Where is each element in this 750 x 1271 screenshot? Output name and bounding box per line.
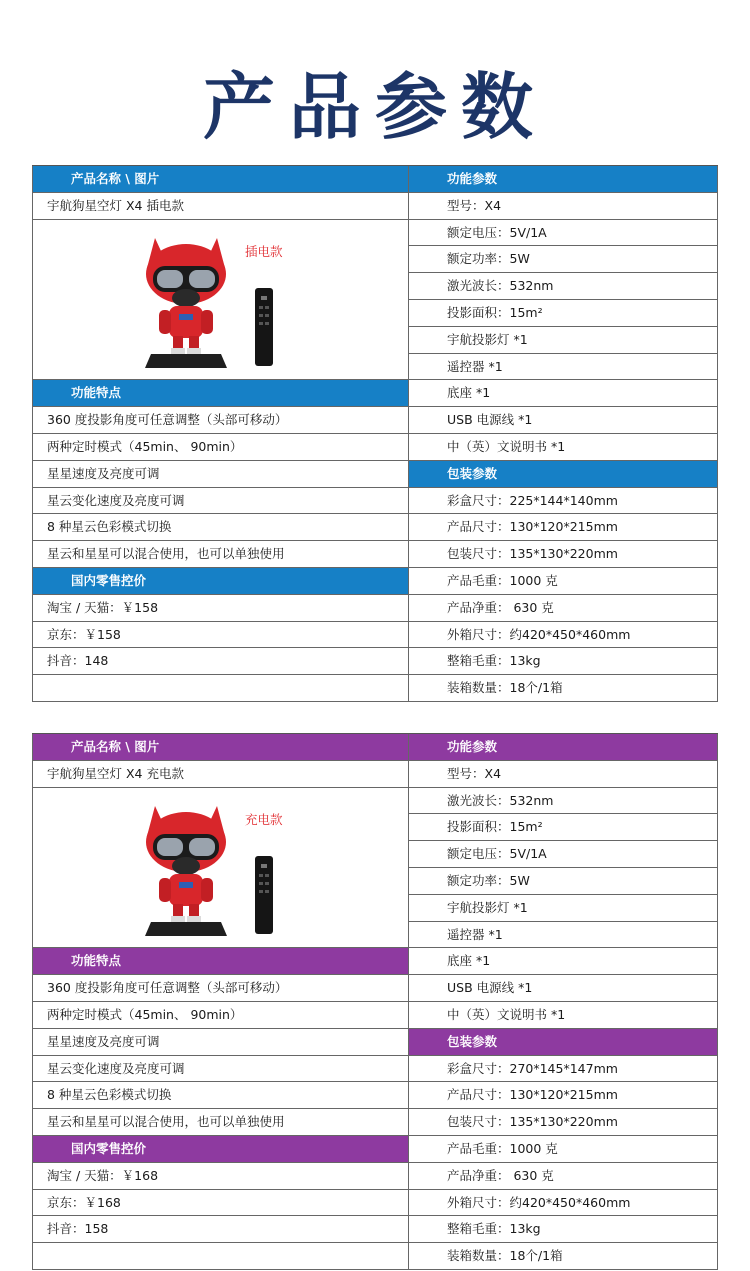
table-row [32, 1190, 718, 1217]
spec-row [408, 922, 718, 948]
spec-item: 型号：X4 [408, 761, 718, 787]
price-item: 淘宝 / 天猫：￥168 [32, 1163, 408, 1189]
product-image [32, 788, 408, 948]
feature-item: 360 度投影角度可任意调整（头部可移动） [32, 975, 408, 1001]
spec-row [408, 788, 718, 815]
product-name: 宇航狗星空灯 X4 插电款 [32, 193, 408, 219]
packing-item: 产品净重： 630 克 [408, 595, 718, 621]
header-function-params: 功能参数 [408, 166, 718, 192]
packing-item: 产品尺寸：130*120*215mm [408, 1082, 718, 1108]
packing-item: 整箱毛重：13kg [408, 648, 718, 674]
spec-item: 激光波长：532nm [408, 273, 718, 299]
price-header: 国内零售控价 [32, 1136, 408, 1162]
spec-item: 投影面积：15m² [408, 300, 718, 326]
spec-row [408, 300, 718, 327]
feature-item: 星云和星星可以混合使用，也可以单独使用 [32, 541, 408, 567]
header-function-params: 功能参数 [408, 734, 718, 760]
table-row [32, 380, 718, 407]
table-row [32, 675, 718, 702]
spec-row [408, 327, 718, 354]
table-row [32, 1136, 718, 1163]
spec-item: USB 电源线 *1 [408, 975, 718, 1001]
spec-table-blue [32, 165, 718, 702]
table-header-row [32, 734, 718, 761]
packing-header: 包装参数 [408, 461, 718, 487]
table-row [32, 1109, 718, 1136]
packing-item: 整箱毛重：13kg [408, 1216, 718, 1242]
packing-header: 包装参数 [408, 1029, 718, 1055]
features-header: 功能特点 [32, 380, 408, 406]
astronaut-dog-lamp-image [141, 230, 231, 370]
spec-column [408, 788, 718, 948]
packing-item: 外箱尺寸：约420*450*460mm [408, 622, 718, 648]
price-item [32, 1243, 408, 1269]
table-row [32, 948, 718, 975]
spec-row [408, 354, 718, 380]
feature-item: 星星速度及亮度可调 [32, 461, 408, 487]
spec-item: 激光波长：532nm [408, 788, 718, 814]
price-item: 抖音：158 [32, 1216, 408, 1242]
spec-item: 投影面积：15m² [408, 814, 718, 840]
spec-table-purple [32, 733, 718, 1270]
spec-row [408, 814, 718, 841]
price-item: 京东：￥158 [32, 622, 408, 648]
table-row [32, 1243, 718, 1270]
remote-control-image [255, 288, 273, 366]
table-row [32, 541, 718, 568]
spec-row [408, 273, 718, 300]
spec-row [408, 895, 718, 922]
table-row [32, 407, 718, 434]
spec-item: 额定功率：5W [408, 868, 718, 894]
features-header: 功能特点 [32, 948, 408, 974]
table-row [32, 1029, 718, 1056]
spec-item: 额定功率：5W [408, 246, 718, 272]
packing-item: 产品毛重：1000 克 [408, 1136, 718, 1162]
table-header-row [32, 166, 718, 193]
packing-item: 包装尺寸：135*130*220mm [408, 1109, 718, 1135]
price-header: 国内零售控价 [32, 568, 408, 594]
spec-item: 型号：X4 [408, 193, 718, 219]
packing-item: 产品毛重：1000 克 [408, 568, 718, 594]
feature-item: 星云变化速度及亮度可调 [32, 1056, 408, 1082]
table-row [32, 1056, 718, 1083]
variant-tag: 插电款 [245, 243, 283, 259]
product-image-row [32, 220, 718, 381]
spec-item: 中（英）文说明书 *1 [408, 1002, 718, 1028]
feature-item: 星云变化速度及亮度可调 [32, 488, 408, 514]
header-product-name: 产品名称 \ 图片 [32, 166, 408, 192]
spec-row [408, 246, 718, 273]
packing-item: 彩盒尺寸：225*144*140mm [408, 488, 718, 514]
feature-item: 两种定时模式（45min、 90min） [32, 434, 408, 460]
packing-item: 产品净重： 630 克 [408, 1163, 718, 1189]
remote-control-image [255, 856, 273, 934]
table-row [32, 622, 718, 649]
spec-row [408, 220, 718, 247]
table-row [32, 488, 718, 515]
packing-item: 装箱数量：18个/1箱 [408, 675, 718, 701]
feature-item: 8 种星云色彩模式切换 [32, 514, 408, 540]
packing-item: 彩盒尺寸：270*145*147mm [408, 1056, 718, 1082]
spec-row [408, 868, 718, 895]
spec-item: USB 电源线 *1 [408, 407, 718, 433]
product-image [32, 220, 408, 380]
spec-item: 额定电压：5V/1A [408, 220, 718, 246]
feature-item: 星云和星星可以混合使用，也可以单独使用 [32, 1109, 408, 1135]
price-item: 抖音：148 [32, 648, 408, 674]
table-row [32, 461, 718, 488]
price-item: 淘宝 / 天猫：￥158 [32, 595, 408, 621]
spec-item: 遥控器 *1 [408, 922, 718, 948]
feature-item: 星星速度及亮度可调 [32, 1029, 408, 1055]
spec-column [408, 220, 718, 380]
packing-item: 包装尺寸：135*130*220mm [408, 541, 718, 567]
spec-item: 宇航投影灯 *1 [408, 895, 718, 921]
astronaut-dog-lamp-image [141, 798, 231, 938]
price-item [32, 675, 408, 701]
packing-item: 外箱尺寸：约420*450*460mm [408, 1190, 718, 1216]
table-row [32, 1002, 718, 1029]
table-row [32, 595, 718, 622]
packing-item: 装箱数量：18个/1箱 [408, 1243, 718, 1269]
header-product-name: 产品名称 \ 图片 [32, 734, 408, 760]
table-row [32, 568, 718, 595]
spec-item: 额定电压：5V/1A [408, 841, 718, 867]
table-row [32, 514, 718, 541]
feature-item: 360 度投影角度可任意调整（头部可移动） [32, 407, 408, 433]
page-title: 产品参数 [202, 65, 547, 149]
table-row [32, 975, 718, 1002]
table-row [32, 1163, 718, 1190]
spec-row [408, 841, 718, 868]
product-image-row [32, 788, 718, 949]
feature-item: 8 种星云色彩模式切换 [32, 1082, 408, 1108]
table-row [32, 1082, 718, 1109]
spec-item: 中（英）文说明书 *1 [408, 434, 718, 460]
feature-item: 两种定时模式（45min、 90min） [32, 1002, 408, 1028]
spec-item: 底座 *1 [408, 380, 718, 406]
table-row [32, 761, 718, 788]
table-row [32, 434, 718, 461]
price-item: 京东：￥168 [32, 1190, 408, 1216]
spec-item: 宇航投影灯 *1 [408, 327, 718, 353]
table-row [32, 1216, 718, 1243]
spec-item: 底座 *1 [408, 948, 718, 974]
product-name: 宇航狗星空灯 X4 充电款 [32, 761, 408, 787]
packing-item: 产品尺寸：130*120*215mm [408, 514, 718, 540]
spec-item: 遥控器 *1 [408, 354, 718, 380]
table-row [32, 193, 718, 220]
table-row [32, 648, 718, 675]
variant-tag: 充电款 [245, 811, 283, 827]
